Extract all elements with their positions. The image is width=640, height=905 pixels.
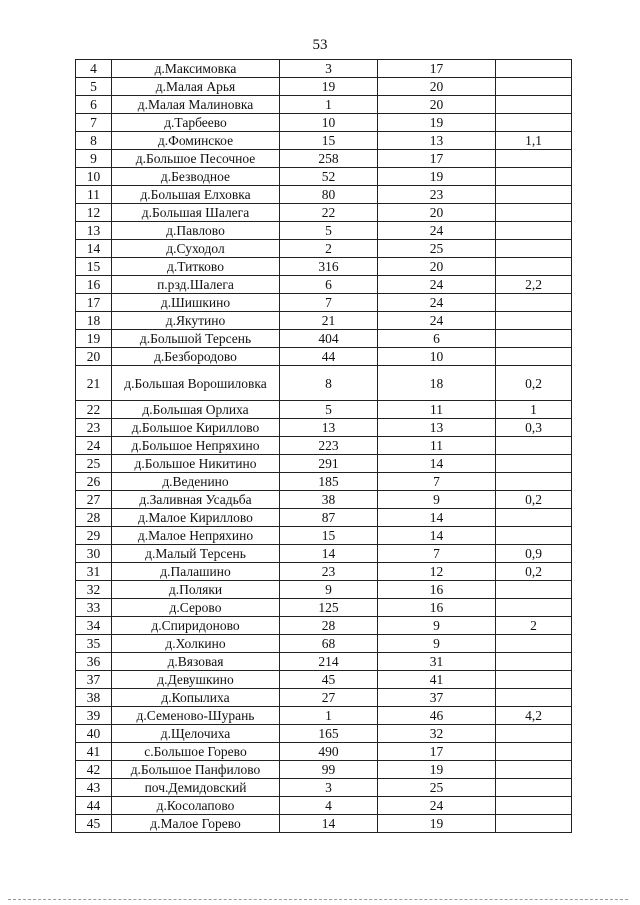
value-c-cell [496,599,572,617]
settlement-name-cell: д.Титково [112,258,280,276]
value-c-cell: 0,2 [496,563,572,581]
value-b-cell: 18 [378,366,496,401]
table-row [76,527,572,545]
value-a-cell: 185 [280,473,378,491]
page-number: 53 [312,37,328,53]
value-a-cell: 80 [280,186,378,204]
settlement-name-cell: д.Малый Терсень [112,545,280,563]
settlement-name-cell: д.Веденино [112,473,280,491]
settlement-name-cell: д.Поляки [112,581,280,599]
row-number-cell: 19 [76,330,112,348]
table-row [76,797,572,815]
value-a-cell: 214 [280,653,378,671]
row-number-cell: 29 [76,527,112,545]
row-number-cell: 30 [76,545,112,563]
settlement-name-cell: д.Малое Горево [112,815,280,833]
value-a-cell: 125 [280,599,378,617]
value-a-cell: 22 [280,204,378,222]
value-b-cell: 14 [378,455,496,473]
value-b-cell: 24 [378,276,496,294]
table-row [76,689,572,707]
row-number-cell: 26 [76,473,112,491]
value-b-cell: 10 [378,348,496,366]
settlement-name-cell: д.Большое Песочное [112,150,280,168]
table-row [76,707,572,725]
value-b-cell: 23 [378,186,496,204]
table-row [76,204,572,222]
table-row [76,491,572,509]
value-a-cell: 291 [280,455,378,473]
settlement-name-cell: д.Большой Терсень [112,330,280,348]
table-row [76,455,572,473]
value-b-cell: 19 [378,761,496,779]
value-b-cell: 6 [378,330,496,348]
table-row [76,96,572,114]
row-number-cell: 28 [76,509,112,527]
row-number-cell: 21 [76,366,112,401]
settlement-name-cell: с.Большое Горево [112,743,280,761]
value-c-cell [496,78,572,96]
value-a-cell: 10 [280,114,378,132]
value-a-cell: 5 [280,401,378,419]
value-b-cell: 13 [378,419,496,437]
value-c-cell [496,743,572,761]
scan-edge-line [8,899,628,900]
value-a-cell: 3 [280,779,378,797]
value-a-cell: 404 [280,330,378,348]
value-a-cell: 44 [280,348,378,366]
settlement-name-cell: д.Большое Непряхино [112,437,280,455]
table-row [76,186,572,204]
row-number-cell: 4 [76,60,112,78]
value-a-cell: 1 [280,96,378,114]
row-number-cell: 33 [76,599,112,617]
settlement-name-cell: д.Большое Никитино [112,455,280,473]
value-a-cell: 7 [280,294,378,312]
table-row [76,581,572,599]
row-number-cell: 39 [76,707,112,725]
settlement-name-cell: д.Фоминское [112,132,280,150]
value-c-cell [496,222,572,240]
value-c-cell [496,653,572,671]
table-row [76,60,572,78]
value-b-cell: 9 [378,491,496,509]
row-number-cell: 10 [76,168,112,186]
settlements-table [75,59,572,833]
value-a-cell: 5 [280,222,378,240]
value-b-cell: 11 [378,437,496,455]
value-b-cell: 41 [378,671,496,689]
value-b-cell: 19 [378,815,496,833]
row-number-cell: 24 [76,437,112,455]
value-c-cell [496,96,572,114]
value-b-cell: 20 [378,78,496,96]
row-number-cell: 11 [76,186,112,204]
value-b-cell: 17 [378,743,496,761]
value-c-cell: 0,9 [496,545,572,563]
row-number-cell: 38 [76,689,112,707]
value-c-cell [496,186,572,204]
table-row [76,276,572,294]
value-c-cell [496,671,572,689]
value-a-cell: 13 [280,419,378,437]
value-c-cell [496,779,572,797]
value-c-cell [496,330,572,348]
value-c-cell [496,689,572,707]
value-b-cell: 25 [378,240,496,258]
value-b-cell: 20 [378,96,496,114]
value-a-cell: 258 [280,150,378,168]
settlement-name-cell: д.Вязовая [112,653,280,671]
value-c-cell [496,635,572,653]
row-number-cell: 15 [76,258,112,276]
row-number-cell: 5 [76,78,112,96]
value-a-cell: 165 [280,725,378,743]
table-body [76,60,572,833]
value-c-cell [496,204,572,222]
settlement-name-cell: д.Малая Малиновка [112,96,280,114]
value-a-cell: 1 [280,707,378,725]
settlement-name-cell: д.Большая Орлиха [112,401,280,419]
table-row [76,743,572,761]
value-a-cell: 23 [280,563,378,581]
settlement-name-cell: д.Малое Кириллово [112,509,280,527]
settlement-name-cell: д.Шишкино [112,294,280,312]
value-c-cell [496,348,572,366]
value-c-cell [496,258,572,276]
value-c-cell [496,294,572,312]
row-number-cell: 36 [76,653,112,671]
table-row [76,563,572,581]
settlement-name-cell: д.Суходол [112,240,280,258]
table-row [76,635,572,653]
table-row [76,240,572,258]
settlement-name-cell: д.Тарбеево [112,114,280,132]
value-b-cell: 16 [378,581,496,599]
table-row [76,653,572,671]
value-b-cell: 7 [378,473,496,491]
value-b-cell: 25 [378,779,496,797]
value-a-cell: 14 [280,815,378,833]
table-row [76,258,572,276]
value-c-cell [496,60,572,78]
table-row [76,312,572,330]
row-number-cell: 20 [76,348,112,366]
value-b-cell: 19 [378,168,496,186]
row-number-cell: 23 [76,419,112,437]
value-a-cell: 45 [280,671,378,689]
table-row [76,815,572,833]
value-c-cell [496,437,572,455]
row-number-cell: 18 [76,312,112,330]
row-number-cell: 12 [76,204,112,222]
table-row [76,168,572,186]
value-b-cell: 9 [378,617,496,635]
table-row [76,222,572,240]
value-a-cell: 14 [280,545,378,563]
row-number-cell: 13 [76,222,112,240]
value-a-cell: 2 [280,240,378,258]
settlement-name-cell: д.Малое Непряхино [112,527,280,545]
value-b-cell: 16 [378,599,496,617]
table-row [76,114,572,132]
value-c-cell [496,455,572,473]
row-number-cell: 7 [76,114,112,132]
value-c-cell: 1,1 [496,132,572,150]
settlement-name-cell: д.Якутино [112,312,280,330]
table-row [76,294,572,312]
settlement-name-cell: д.Малая Арья [112,78,280,96]
value-b-cell: 11 [378,401,496,419]
value-a-cell: 19 [280,78,378,96]
settlement-name-cell: д.Заливная Усадьба [112,491,280,509]
row-number-cell: 14 [76,240,112,258]
value-b-cell: 14 [378,527,496,545]
value-a-cell: 28 [280,617,378,635]
settlement-name-cell: д.Спиридоново [112,617,280,635]
value-b-cell: 24 [378,222,496,240]
value-b-cell: 20 [378,258,496,276]
value-c-cell [496,114,572,132]
table-row [76,330,572,348]
settlement-name-cell: д.Косолапово [112,797,280,815]
settlement-name-cell: д.Семеново-Шурань [112,707,280,725]
row-number-cell: 27 [76,491,112,509]
value-a-cell: 21 [280,312,378,330]
value-c-cell [496,725,572,743]
value-c-cell: 0,3 [496,419,572,437]
settlement-name-cell: д.Безводное [112,168,280,186]
value-a-cell: 316 [280,258,378,276]
row-number-cell: 44 [76,797,112,815]
settlement-name-cell: д.Серово [112,599,280,617]
value-c-cell [496,509,572,527]
value-c-cell [496,581,572,599]
value-a-cell: 15 [280,132,378,150]
value-b-cell: 32 [378,725,496,743]
value-a-cell: 27 [280,689,378,707]
value-b-cell: 13 [378,132,496,150]
settlement-name-cell: д.Палашино [112,563,280,581]
settlement-name-cell: д.Большое Панфилово [112,761,280,779]
value-b-cell: 19 [378,114,496,132]
table-row [76,132,572,150]
value-b-cell: 12 [378,563,496,581]
value-c-cell: 1 [496,401,572,419]
table-row [76,437,572,455]
settlement-name-cell: д.Большая Елховка [112,186,280,204]
row-number-cell: 16 [76,276,112,294]
table-row [76,725,572,743]
value-c-cell [496,150,572,168]
row-number-cell: 8 [76,132,112,150]
row-number-cell: 32 [76,581,112,599]
settlement-name-cell: д.Холкино [112,635,280,653]
value-b-cell: 17 [378,60,496,78]
value-b-cell: 7 [378,545,496,563]
value-c-cell [496,815,572,833]
value-b-cell: 17 [378,150,496,168]
row-number-cell: 42 [76,761,112,779]
row-number-cell: 6 [76,96,112,114]
row-number-cell: 43 [76,779,112,797]
value-b-cell: 20 [378,204,496,222]
table-row [76,419,572,437]
value-a-cell: 15 [280,527,378,545]
settlement-name-cell: п.рзд.Шалега [112,276,280,294]
settlement-name-cell: д.Щелочиха [112,725,280,743]
value-a-cell: 8 [280,366,378,401]
settlement-name-cell: д.Безбородово [112,348,280,366]
value-b-cell: 24 [378,294,496,312]
row-number-cell: 34 [76,617,112,635]
value-c-cell [496,473,572,491]
settlement-name-cell: д.Девушкино [112,671,280,689]
value-c-cell [496,797,572,815]
value-b-cell: 37 [378,689,496,707]
row-number-cell: 40 [76,725,112,743]
table-row [76,473,572,491]
settlement-name-cell: д.Павлово [112,222,280,240]
value-b-cell: 24 [378,797,496,815]
value-a-cell: 490 [280,743,378,761]
table-row [76,366,572,401]
value-a-cell: 223 [280,437,378,455]
value-a-cell: 6 [280,276,378,294]
value-a-cell: 68 [280,635,378,653]
value-c-cell [496,761,572,779]
row-number-cell: 9 [76,150,112,168]
value-c-cell: 2,2 [496,276,572,294]
value-a-cell: 4 [280,797,378,815]
settlement-name-cell: д.Максимовка [112,60,280,78]
value-a-cell: 99 [280,761,378,779]
table-row [76,779,572,797]
value-a-cell: 3 [280,60,378,78]
table-row [76,401,572,419]
table-row [76,348,572,366]
value-b-cell: 31 [378,653,496,671]
value-a-cell: 87 [280,509,378,527]
table-row [76,545,572,563]
table-row [76,78,572,96]
row-number-cell: 25 [76,455,112,473]
value-a-cell: 38 [280,491,378,509]
row-number-cell: 17 [76,294,112,312]
table-row [76,599,572,617]
value-c-cell: 0,2 [496,491,572,509]
value-c-cell [496,312,572,330]
value-b-cell: 46 [378,707,496,725]
value-b-cell: 14 [378,509,496,527]
row-number-cell: 37 [76,671,112,689]
row-number-cell: 45 [76,815,112,833]
settlement-name-cell: д.Большая Шалега [112,204,280,222]
value-c-cell: 0,2 [496,366,572,401]
settlement-name-cell: д.Большое Кириллово [112,419,280,437]
row-number-cell: 31 [76,563,112,581]
table-row [76,671,572,689]
row-number-cell: 41 [76,743,112,761]
table-row [76,150,572,168]
settlement-name-cell: д.Копылиха [112,689,280,707]
value-b-cell: 24 [378,312,496,330]
value-c-cell [496,240,572,258]
table-row [76,761,572,779]
table-row [76,617,572,635]
value-a-cell: 9 [280,581,378,599]
value-c-cell [496,527,572,545]
settlement-name-cell: поч.Демидовский [112,779,280,797]
value-c-cell [496,168,572,186]
value-c-cell: 2 [496,617,572,635]
value-a-cell: 52 [280,168,378,186]
row-number-cell: 35 [76,635,112,653]
row-number-cell: 22 [76,401,112,419]
value-b-cell: 9 [378,635,496,653]
settlement-name-cell: д.Большая Ворошиловка [112,366,280,401]
value-c-cell: 4,2 [496,707,572,725]
table-row [76,509,572,527]
